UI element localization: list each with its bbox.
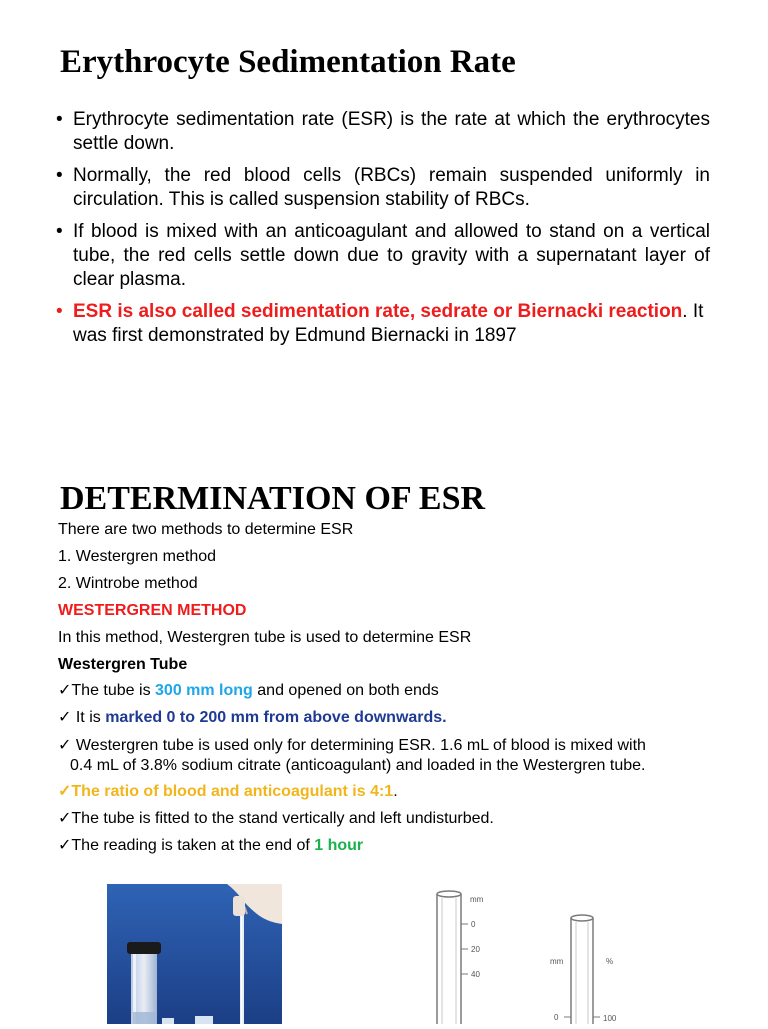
bullet-item <box>56 164 710 212</box>
bullet-list <box>56 108 710 356</box>
highlight-text: ESR is also called sedimentation rate, sedrate or Biernacki reaction <box>73 301 683 322</box>
highlight-text: ✓The ratio of blood and anticoagulant is 4:1 <box>58 783 394 800</box>
slide-title: Erythrocyte Sedimentation Rate <box>60 44 516 80</box>
bullet-item <box>56 108 710 156</box>
slide-title: DETERMINATION OF ESR <box>60 480 486 517</box>
diagram-unit-label: % <box>606 957 614 966</box>
check-text: and opened on both ends <box>252 682 439 699</box>
westergren-stand-photo <box>107 884 282 1024</box>
intro-text: There are two methods to determine ESR <box>58 521 354 538</box>
bullet-dot: • <box>56 109 63 130</box>
check-item <box>58 708 447 728</box>
section-heading: WESTERGREN METHOD <box>58 602 247 619</box>
bullet-dot: • <box>56 165 63 186</box>
section-intro: In this method, Westergren tube is used to determine ESR <box>58 629 472 646</box>
westergren-tube-diagram <box>418 888 658 1024</box>
tube-diagram-drawing <box>418 888 658 1024</box>
diagram-tick-label: 0 <box>554 1013 559 1022</box>
bullet-dot: • <box>56 301 63 322</box>
diagram-tick-label: 0 <box>471 920 476 929</box>
check-text: ✓The reading is taken at the end of <box>58 837 315 854</box>
bullet-text: . It was first demonstrated by Edmund Biernacki in 1897 <box>73 301 704 346</box>
slide-esr-definition <box>0 0 768 460</box>
photo-illustration <box>107 884 282 1024</box>
check-item: ✓The tube is fitted to the stand vertically and left undisturbed. <box>58 810 494 827</box>
diagram-tick-label: 40 <box>471 970 480 979</box>
diagram-unit-label: mm <box>550 957 564 966</box>
bullet-text: Erythrocyte sedimentation rate (ESR) is the rate at which the erythrocytes settle down. <box>73 109 710 154</box>
bullet-dot: • <box>56 221 63 242</box>
bullet-text: If blood is mixed with an anticoagulant and allowed to stand on a vertical tube, the red cells settle down due to gravity with a supernatant layer of clear plasma. <box>73 221 710 290</box>
check-text: 0.4 mL of 3.8% sodium citrate (anticoagulant) and loaded in the Westergren tube. <box>70 757 646 774</box>
check-item <box>58 782 398 802</box>
diagram-tick-label: 20 <box>471 945 480 954</box>
check-text: ✓ Westergren tube is used only for determining ESR. 1.6 mL of blood is mixed with <box>58 737 646 754</box>
check-text: . <box>393 783 398 800</box>
bullet-item <box>56 220 710 292</box>
subheading: Westergren Tube <box>58 656 188 673</box>
method-item: 2. Wintrobe method <box>58 575 198 592</box>
slide-determination-of-esr <box>0 460 768 1024</box>
check-item <box>58 681 439 701</box>
diagram-unit-label: mm <box>470 895 484 904</box>
highlight-text: 300 mm long <box>155 682 253 699</box>
diagram-tick-label: 100 <box>603 1014 617 1023</box>
highlight-text: 1 hour <box>314 837 364 854</box>
bullet-item <box>56 300 710 348</box>
check-text: ✓ It is <box>58 709 106 726</box>
check-text: ✓The tube is <box>58 682 156 699</box>
check-item <box>58 736 710 776</box>
check-item <box>58 836 363 856</box>
bullet-text: Normally, the red blood cells (RBCs) remain suspended uniformly in circulation. This is called suspension stability of RBCs. <box>73 165 710 210</box>
method-item: 1. Westergren method <box>58 548 217 565</box>
highlight-text: marked 0 to 200 mm from above downwards. <box>105 709 447 726</box>
